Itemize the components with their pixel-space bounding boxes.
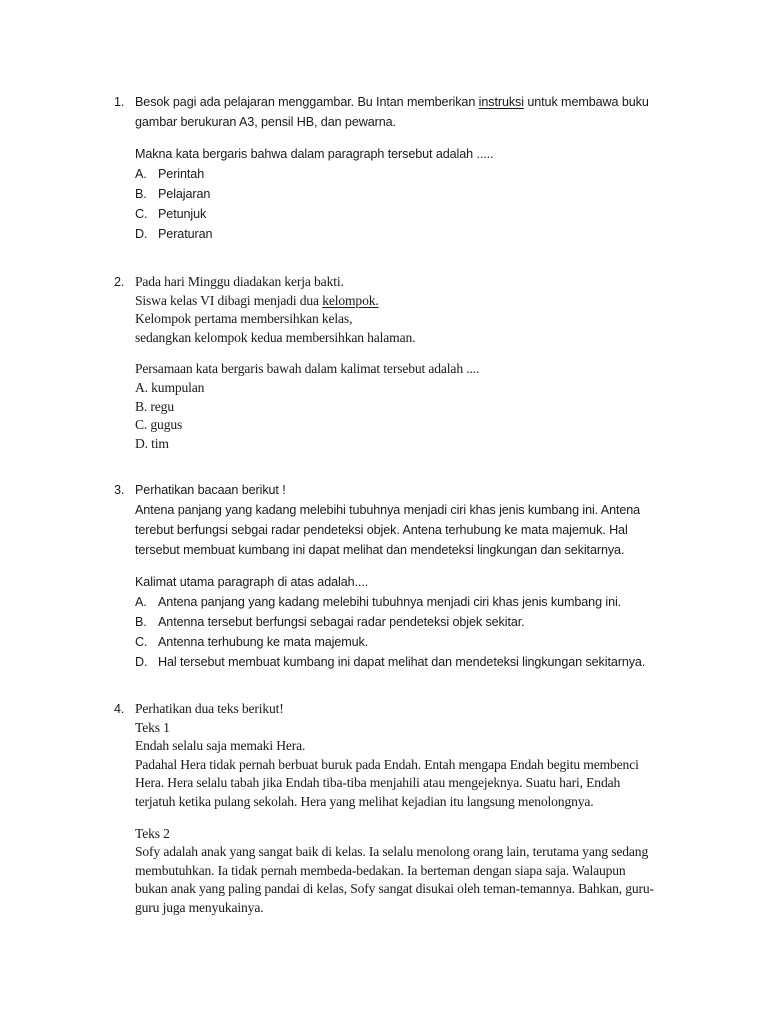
stem-line-4: sedangkan kelompok kedua membersihkan halaman. — [135, 329, 416, 345]
teks-1-line-4: terjatuh ketika pulang sekolah. Hera yang melihat kejadian itu langsung menolongnya. — [135, 793, 594, 809]
option-d: D. Hal tersebut membuat kumbang ini dapat melihat dan mendeteksi lingkungan sekitarnya. — [135, 655, 646, 669]
option-b: B. regu — [135, 398, 174, 414]
teks-1-line-3: Hera. Hera selalu tabah jika Endah tiba-tiba menjahili atau mengejeknya. Suatu hari, Endah — [135, 775, 621, 791]
option-c: C. gugus — [135, 417, 183, 433]
question-text: Makna kata bergaris bahwa dalam paragraph tersebut adalah ..... — [135, 147, 494, 161]
question-body — [135, 480, 680, 672]
option-d: D. Peraturan — [135, 227, 213, 241]
stem-line-3: Kelompok pertama membersihkan kelas, — [135, 311, 353, 327]
question-number: 4. — [114, 702, 125, 716]
option-a: A. Perintah — [135, 167, 205, 181]
teks-1-line-1: Endah selalu saja memaki Hera. — [135, 738, 306, 754]
option-a: A. kumpulan — [135, 379, 205, 395]
stem-line-2: Siswa kelas VI dibagi menjadi dua kelompok. — [135, 292, 379, 308]
question-number: 3. — [114, 483, 125, 497]
teks-1-title: Teks 1 — [135, 719, 170, 735]
passage-line-2: terebut berfungsi sebgai radar pendeteksi objek. Antena terhubung ke mata majemuk. Hal — [135, 523, 628, 537]
option-d: D. tim — [135, 435, 169, 451]
question-body — [135, 273, 680, 453]
question-body — [135, 700, 680, 918]
option-c: C. Antenna terhubung ke mata majemuk. — [135, 635, 369, 649]
intro-text: Perhatikan dua teks berikut! — [135, 701, 284, 716]
intro-text: Perhatikan bacaan berikut ! — [135, 483, 286, 497]
passage-line-3: tersebut membuat kumbang ini dapat melihat dan mendeteksi lingkungan dan sekitarnya. — [135, 543, 625, 557]
teks-2-line-3: bukan anak yang paling pandai di kelas, Sofy sangat disukai oleh teman-temannya. Bahkan, guru- — [135, 881, 654, 897]
teks-2-line-1: Sofy adalah anak yang sangat baik di kelas. Ia selalu menolong orang lain, terutama yang sedang — [135, 844, 649, 860]
underlined-word: kelompok. — [322, 292, 379, 308]
question-number: 1. — [114, 95, 125, 109]
stem-line-1: Pada hari Minggu diadakan kerja bakti. — [135, 274, 344, 289]
teks-2-title: Teks 2 — [135, 825, 170, 841]
option-a: A. Antena panjang yang kadang melebihi tubuhnya menjadi ciri khas jenis kumbang ini. — [135, 595, 622, 609]
teks-2-line-4: guru juga menyukainya. — [135, 899, 264, 915]
stem-line-2: gambar berukuran A3, pensil HB, dan pewarna. — [135, 115, 396, 129]
passage-line-1: Antena panjang yang kadang melebihi tubuhnya menjadi ciri khas jenis kumbang ini. Antena — [135, 503, 641, 517]
option-b: B. Antenna tersebut berfungsi sebagai radar pendeteksi objek sekitar. — [135, 615, 525, 629]
option-c: C. Petunjuk — [135, 207, 207, 221]
question-number: 2. — [114, 275, 125, 289]
stem-line-1: Besok pagi ada pelajaran menggambar. Bu Intan memberikan instruksi untuk membawa buku — [135, 95, 649, 109]
question-text: Kalimat utama paragraph di atas adalah.... — [135, 575, 369, 589]
question-body — [135, 92, 680, 244]
teks-2-line-2: membutuhkan. Ia tidak pernah membeda-bedakan. Ia berteman dengan siapa saja. Walaupun — [135, 862, 626, 878]
teks-1-line-2: Padahal Hera tidak pernah berbuat buruk pada Endah. Entah mengapa Endah begitu membenci — [135, 756, 639, 772]
question-text: Persamaan kata bergaris bawah dalam kalimat tersebut adalah .... — [135, 361, 480, 377]
option-b: B. Pelajaran — [135, 187, 211, 201]
underlined-word: instruksi — [478, 95, 524, 109]
